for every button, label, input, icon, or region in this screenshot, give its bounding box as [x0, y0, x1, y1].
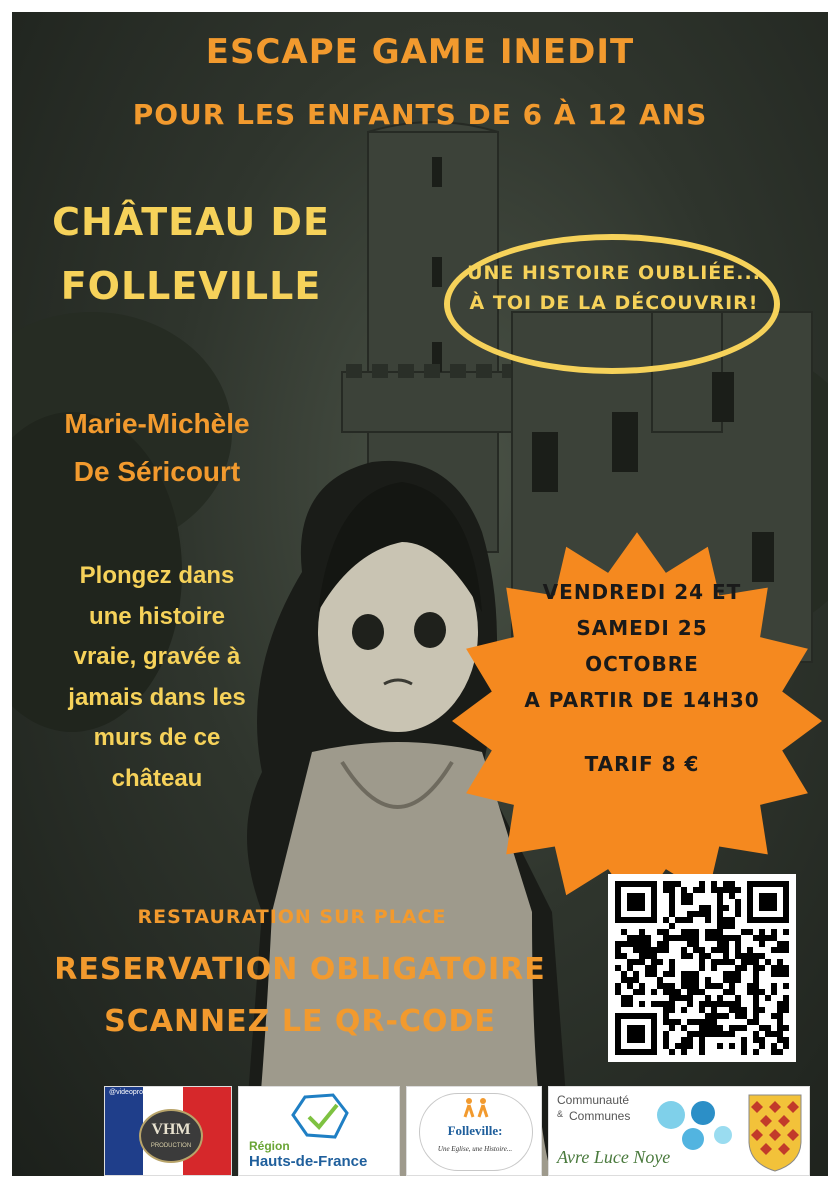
- vhm-url: @videoproduction.fr: [109, 1089, 172, 1096]
- price-label: TARIF 8 €: [584, 752, 700, 776]
- qr-code[interactable]: [608, 874, 796, 1062]
- author-name: [22, 400, 292, 496]
- date-line-3: OCTOBRE: [585, 652, 699, 676]
- vhm-logo[interactable]: [104, 1086, 232, 1176]
- qr-code-icon: [608, 874, 796, 1062]
- event-subtitle: POUR LES ENFANTS DE 6 À 12 ANS: [132, 98, 708, 131]
- water-drops-icon: [649, 1095, 739, 1155]
- communaute-logo[interactable]: [548, 1086, 810, 1176]
- sponsor-logos: [92, 1086, 812, 1176]
- tagline-line: une histoire: [88, 602, 226, 630]
- folleville-logo[interactable]: [406, 1086, 542, 1176]
- venue-name: [26, 190, 356, 318]
- venue-line-2: FOLLEVILLE: [60, 264, 322, 308]
- author-line-2: De Séricourt: [73, 456, 241, 487]
- tagline-line: murs de ce: [93, 724, 221, 751]
- author-line-1: Marie-Michèle: [64, 408, 250, 439]
- region-map-icon: [285, 1091, 355, 1141]
- date-line-4: A PARTIR DE 14H30: [524, 688, 760, 712]
- event-title: ESCAPE GAME INEDIT: [205, 32, 635, 72]
- cc-name: Avre Luce Noye: [557, 1147, 671, 1167]
- tagline-line: château: [111, 764, 203, 792]
- venue-line-1: CHÂTEAU DE: [52, 200, 330, 244]
- people-icon: [461, 1097, 491, 1119]
- date-line-2: SAMEDI 25: [576, 616, 708, 640]
- cc-amp: &: [557, 1109, 564, 1119]
- region-line-2: Hauts-de-France: [249, 1153, 368, 1170]
- date-line-1: VENDREDI 24 ET: [542, 580, 742, 604]
- folleville-sub: Une Eglise, une Histoire...: [437, 1145, 513, 1153]
- poster: [12, 12, 828, 1176]
- vhm-text: VHM: [151, 1121, 191, 1138]
- event-dates: [502, 574, 782, 718]
- tagline-line: jamais dans les: [68, 683, 246, 711]
- reservation-label: RESERVATION OBLIGATOIRE: [54, 952, 546, 987]
- restauration-label: RESTAURATION SUR PLACE: [137, 906, 447, 928]
- coat-of-arms-icon: [745, 1091, 805, 1173]
- bubble-line-2: À TOI DE LA DÉCOUVRIR!: [469, 292, 759, 314]
- region-logo[interactable]: [238, 1086, 400, 1176]
- story-tagline: [22, 556, 292, 799]
- cc-line-2: Communes: [569, 1109, 631, 1123]
- bubble-line-1: UNE HISTOIRE OUBLIÉE...: [467, 262, 761, 284]
- region-line-1: Région: [249, 1139, 290, 1153]
- vhm-sub: PRODUCTION: [150, 1143, 192, 1149]
- tagline-line: vraie, gravée à: [73, 643, 241, 670]
- bubble-text: [456, 258, 772, 318]
- cc-line-1: Communauté: [557, 1093, 630, 1107]
- tagline-line: Plongez dans: [79, 562, 235, 589]
- scan-label: SCANNEZ LE QR-CODE: [104, 1004, 496, 1039]
- folleville-title: Folleville:: [447, 1123, 503, 1138]
- reservation-block: [40, 944, 560, 1048]
